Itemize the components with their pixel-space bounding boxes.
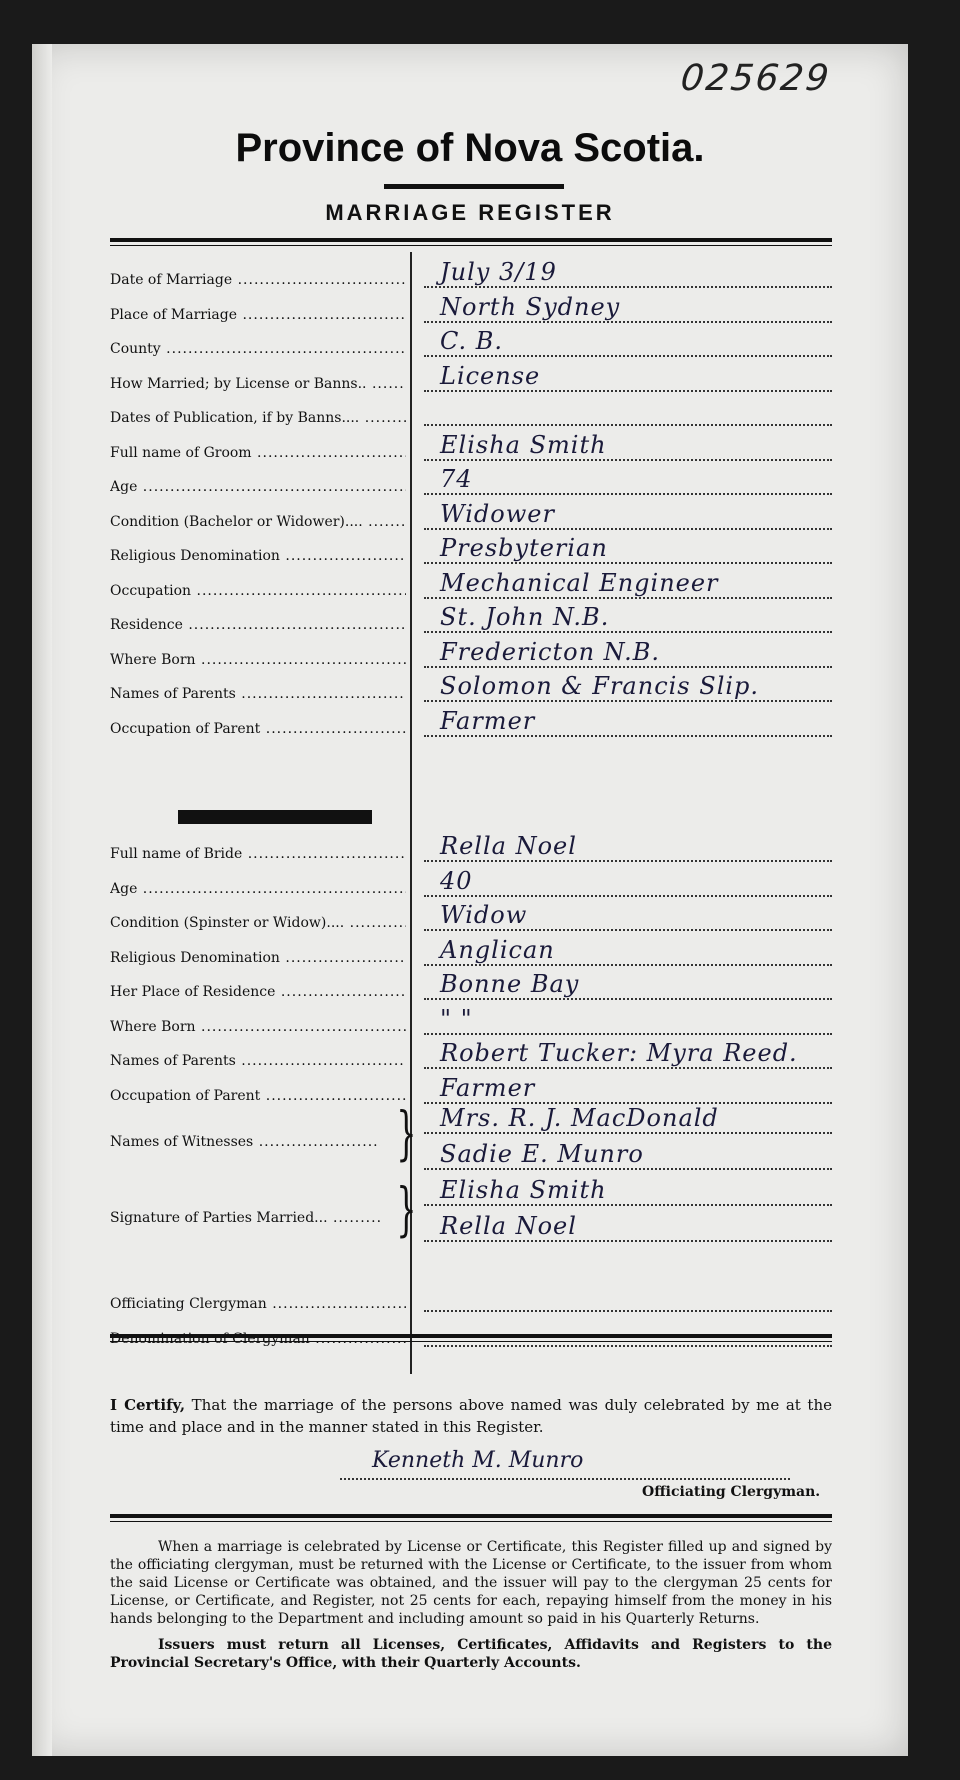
field-row [110,293,832,327]
signature-groom-value: Elisha Smith [440,1176,607,1204]
signature-groom-line [424,1204,832,1206]
register-form [32,44,908,1756]
field-row [110,832,832,866]
field-value: Bonne Bay [440,970,580,998]
field-label: Names of Parents ..... [110,686,406,702]
field-value: Farmer [440,706,536,735]
field-label: Officiating Clergyman ..... [110,1296,406,1312]
field-row [110,465,832,499]
signature-bride-value: Rella Noel [440,1212,577,1240]
field-label: Occupation ..... [110,583,406,599]
field-label: How Married; by License or Banns.. ..... [110,376,406,392]
field-row [110,534,832,568]
witness-1-line [424,1132,832,1134]
field-value: Robert Tucker: Myra Reed. [440,1039,798,1067]
clergyman-signature: Kenneth M. Munro [372,1448,584,1473]
field-value: Presbyterian [440,534,608,562]
field-row [110,569,832,603]
field-label: Where Born ..... [110,1019,406,1035]
field-row [110,603,832,637]
field-row [110,1074,832,1108]
witness-2-line [424,1168,832,1170]
field-line [424,631,832,633]
instructions [110,1538,832,1680]
witnesses-label: Names of Witnesses ..... [110,1134,380,1150]
field-line [424,700,832,702]
title-rule [384,184,564,189]
field-value: Anglican [440,935,555,964]
bottom-rule [110,1514,832,1522]
field-line [424,355,832,357]
register-number: 025629 [678,58,833,99]
field-line [424,528,832,530]
field-line [424,666,832,668]
register-fields [110,252,832,1374]
field-label: Where Born ..... [110,652,406,668]
signatures-brace: } [396,1175,417,1243]
field-label: Dates of Publication, if by Banns.... ..... [110,410,406,426]
field-value: Rella Noel [440,832,577,860]
field-line [424,1033,832,1035]
signatures-label: Signature of Parties Married... ..... [110,1210,380,1226]
field-value: Widow [440,901,528,929]
field-value: C. B. [440,327,504,355]
field-label: Date of Marriage ..... [110,272,406,288]
field-value: License [440,361,541,390]
field-row [110,396,832,430]
field-row [110,327,832,361]
field-row [110,500,832,534]
certify-body: That the marriage of the persons above named was duly celebrated by me at the time and place and in the manner stated in this Register. [110,1396,832,1436]
field-row [110,1005,832,1039]
field-row [110,258,832,292]
middle-rule [110,1334,832,1342]
signature-bride-line [424,1240,832,1242]
field-label: Place of Marriage ..... [110,307,406,323]
field-value: North Sydney [440,292,621,321]
field-label: Her Place of Residence ..... [110,984,406,1000]
field-line [424,998,832,1000]
field-line [424,860,832,862]
field-label: Religious Denomination ..... [110,950,406,966]
field-label: Denomination of Clergyman ..... [110,1331,406,1347]
form-subtitle: MARRIAGE REGISTER [325,200,615,225]
field-label: Occupation of Parent ..... [110,1088,406,1104]
field-value: 74 [440,465,473,493]
field-value: Elisha Smith [440,430,607,459]
field-label: County ..... [110,341,406,357]
field-label: Full name of Bride ..... [110,846,406,862]
field-value: " " [440,1004,473,1033]
field-line [424,964,832,966]
field-line [424,1067,832,1069]
field-row [110,970,832,1004]
field-line [424,424,832,426]
certify-lead: I Certify, [110,1396,186,1414]
witness-1-value: Mrs. R. J. MacDonald [440,1104,719,1132]
field-value: Widower [440,499,555,528]
top-rule [110,238,832,246]
field-line [424,390,832,392]
clergyman-signature-line [340,1478,790,1480]
field-line [424,895,832,897]
field-label: Occupation of Parent ..... [110,721,406,737]
field-row [110,362,832,396]
field-row [110,638,832,672]
paper-fold [32,44,52,1756]
field-line [424,1345,832,1347]
field-row [110,672,832,706]
clergyman-role-label: Officiating Clergyman. [642,1484,821,1500]
field-value: Solomon & Francis Slip. [440,672,760,700]
section-separator-bar [178,810,372,824]
field-line [424,1310,832,1312]
field-value: 40 [440,866,473,895]
field-line [424,929,832,931]
field-row [110,431,832,465]
field-row [110,707,832,741]
field-row [110,936,832,970]
field-line [424,321,832,323]
field-line [424,735,832,737]
field-label: Residence ..... [110,617,406,633]
field-line [424,286,832,288]
instructions-paragraph-1: When a marriage is celebrated by License or Certificate, this Register filled up and signed by the officiating clergyman, must be returned with the License or Certificate, to the issuer from whom the said License or Certificate was obtained, and the issuer will pay to the clergyman 25 cents for License, or Certificate, and Register, not 25 cents for each, repaying himself from the money in his hands belonging to the Department and including amount so paid in his Quarterly Returns. [110,1539,832,1627]
certification-text [110,1394,832,1438]
field-label: Names of Parents ..... [110,1053,406,1069]
field-label: Age ..... [110,479,406,495]
witnesses-brace: } [396,1099,417,1167]
field-line [424,562,832,564]
field-value: St. John N.B. [440,603,610,631]
field-label: Religious Denomination ..... [110,548,406,564]
field-label: Age ..... [110,881,406,897]
field-value: Mechanical Engineer [440,568,719,597]
field-line [424,493,832,495]
field-line [424,597,832,599]
witness-2-value: Sadie E. Munro [440,1140,644,1168]
field-row [110,1039,832,1073]
field-row [110,1282,832,1316]
field-value: July 3/19 [440,258,557,286]
field-row [110,867,832,901]
field-label: Condition (Spinster or Widow).... ..... [110,915,406,931]
field-label: Full name of Groom ..... [110,445,406,461]
field-value: Farmer [440,1073,536,1102]
field-label: Condition (Bachelor or Widower).... ..... [110,514,406,530]
instructions-paragraph-2: Issuers must return all Licenses, Certificates, Affidavits and Registers to the Provincial Secretary's Office, with their Quarterly Accounts. [110,1637,832,1671]
field-value: Fredericton N.B. [440,637,661,666]
field-row [110,901,832,935]
form-title: Province of Nova Scotia. [235,126,705,170]
field-line [424,459,832,461]
